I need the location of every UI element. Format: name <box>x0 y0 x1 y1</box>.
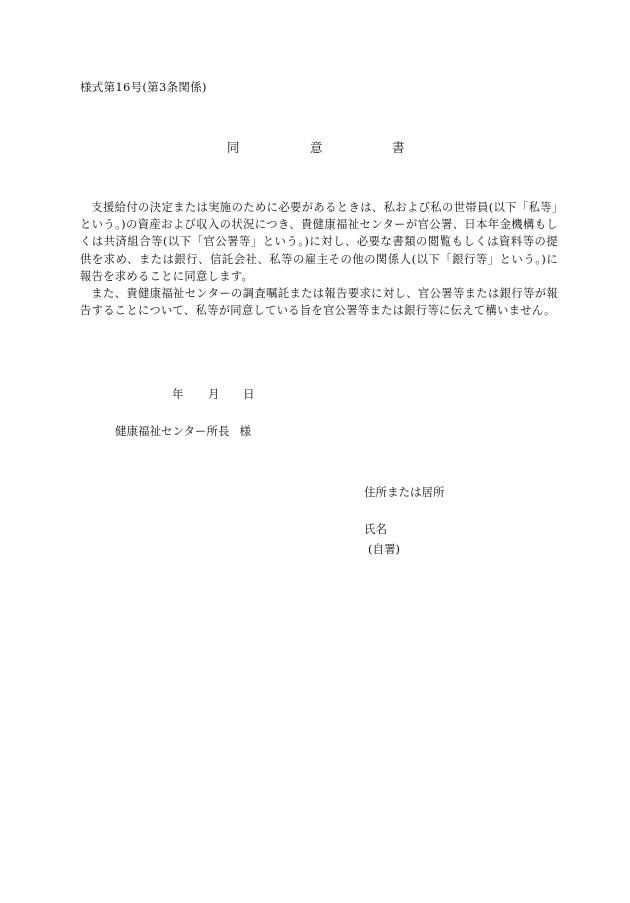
addressee-honorific: 様 <box>239 424 252 438</box>
signature-note: (自署) <box>368 542 400 556</box>
form-number: 様式第16号(第3条関係) <box>80 80 207 94</box>
title-char-2: 意 <box>310 140 323 155</box>
date-year-label: 年 <box>172 387 184 401</box>
title-char-1: 同 <box>227 140 240 155</box>
consent-paragraph-2: また、貴健康福祉センターの調査嘱託または報告要求に対し、官公署等または銀行等が報告することについて、私等が同意している旨を官公署等または銀行等に伝えて構いません。 <box>80 287 558 318</box>
date-month-label: 月 <box>208 387 220 401</box>
date-day-label: 日 <box>243 387 255 401</box>
consent-body <box>80 199 558 319</box>
addressee <box>115 423 251 439</box>
consent-paragraph-1: 支援給付の決定または実施のために必要があるときは、私および私の世帯員(以下「私等」という。)の資産および収入の状況につき、貴健康福祉センターが官公署、日本年金機構もしくは共済組合等(以下「官公署等」という。)に対し、必要な書類の閲覧もしくは資料等の提供を求め、または銀行、信託会社、私等の雇主その他の関係人(以下「銀行等」という。)に報告を求めることに同意します。 <box>80 201 558 283</box>
title-char-3: 書 <box>392 140 405 155</box>
addressee-name: 健康福祉センター所長 <box>115 424 230 438</box>
name-label: 氏名 <box>364 522 387 536</box>
address-label: 住所または居所 <box>364 485 445 499</box>
